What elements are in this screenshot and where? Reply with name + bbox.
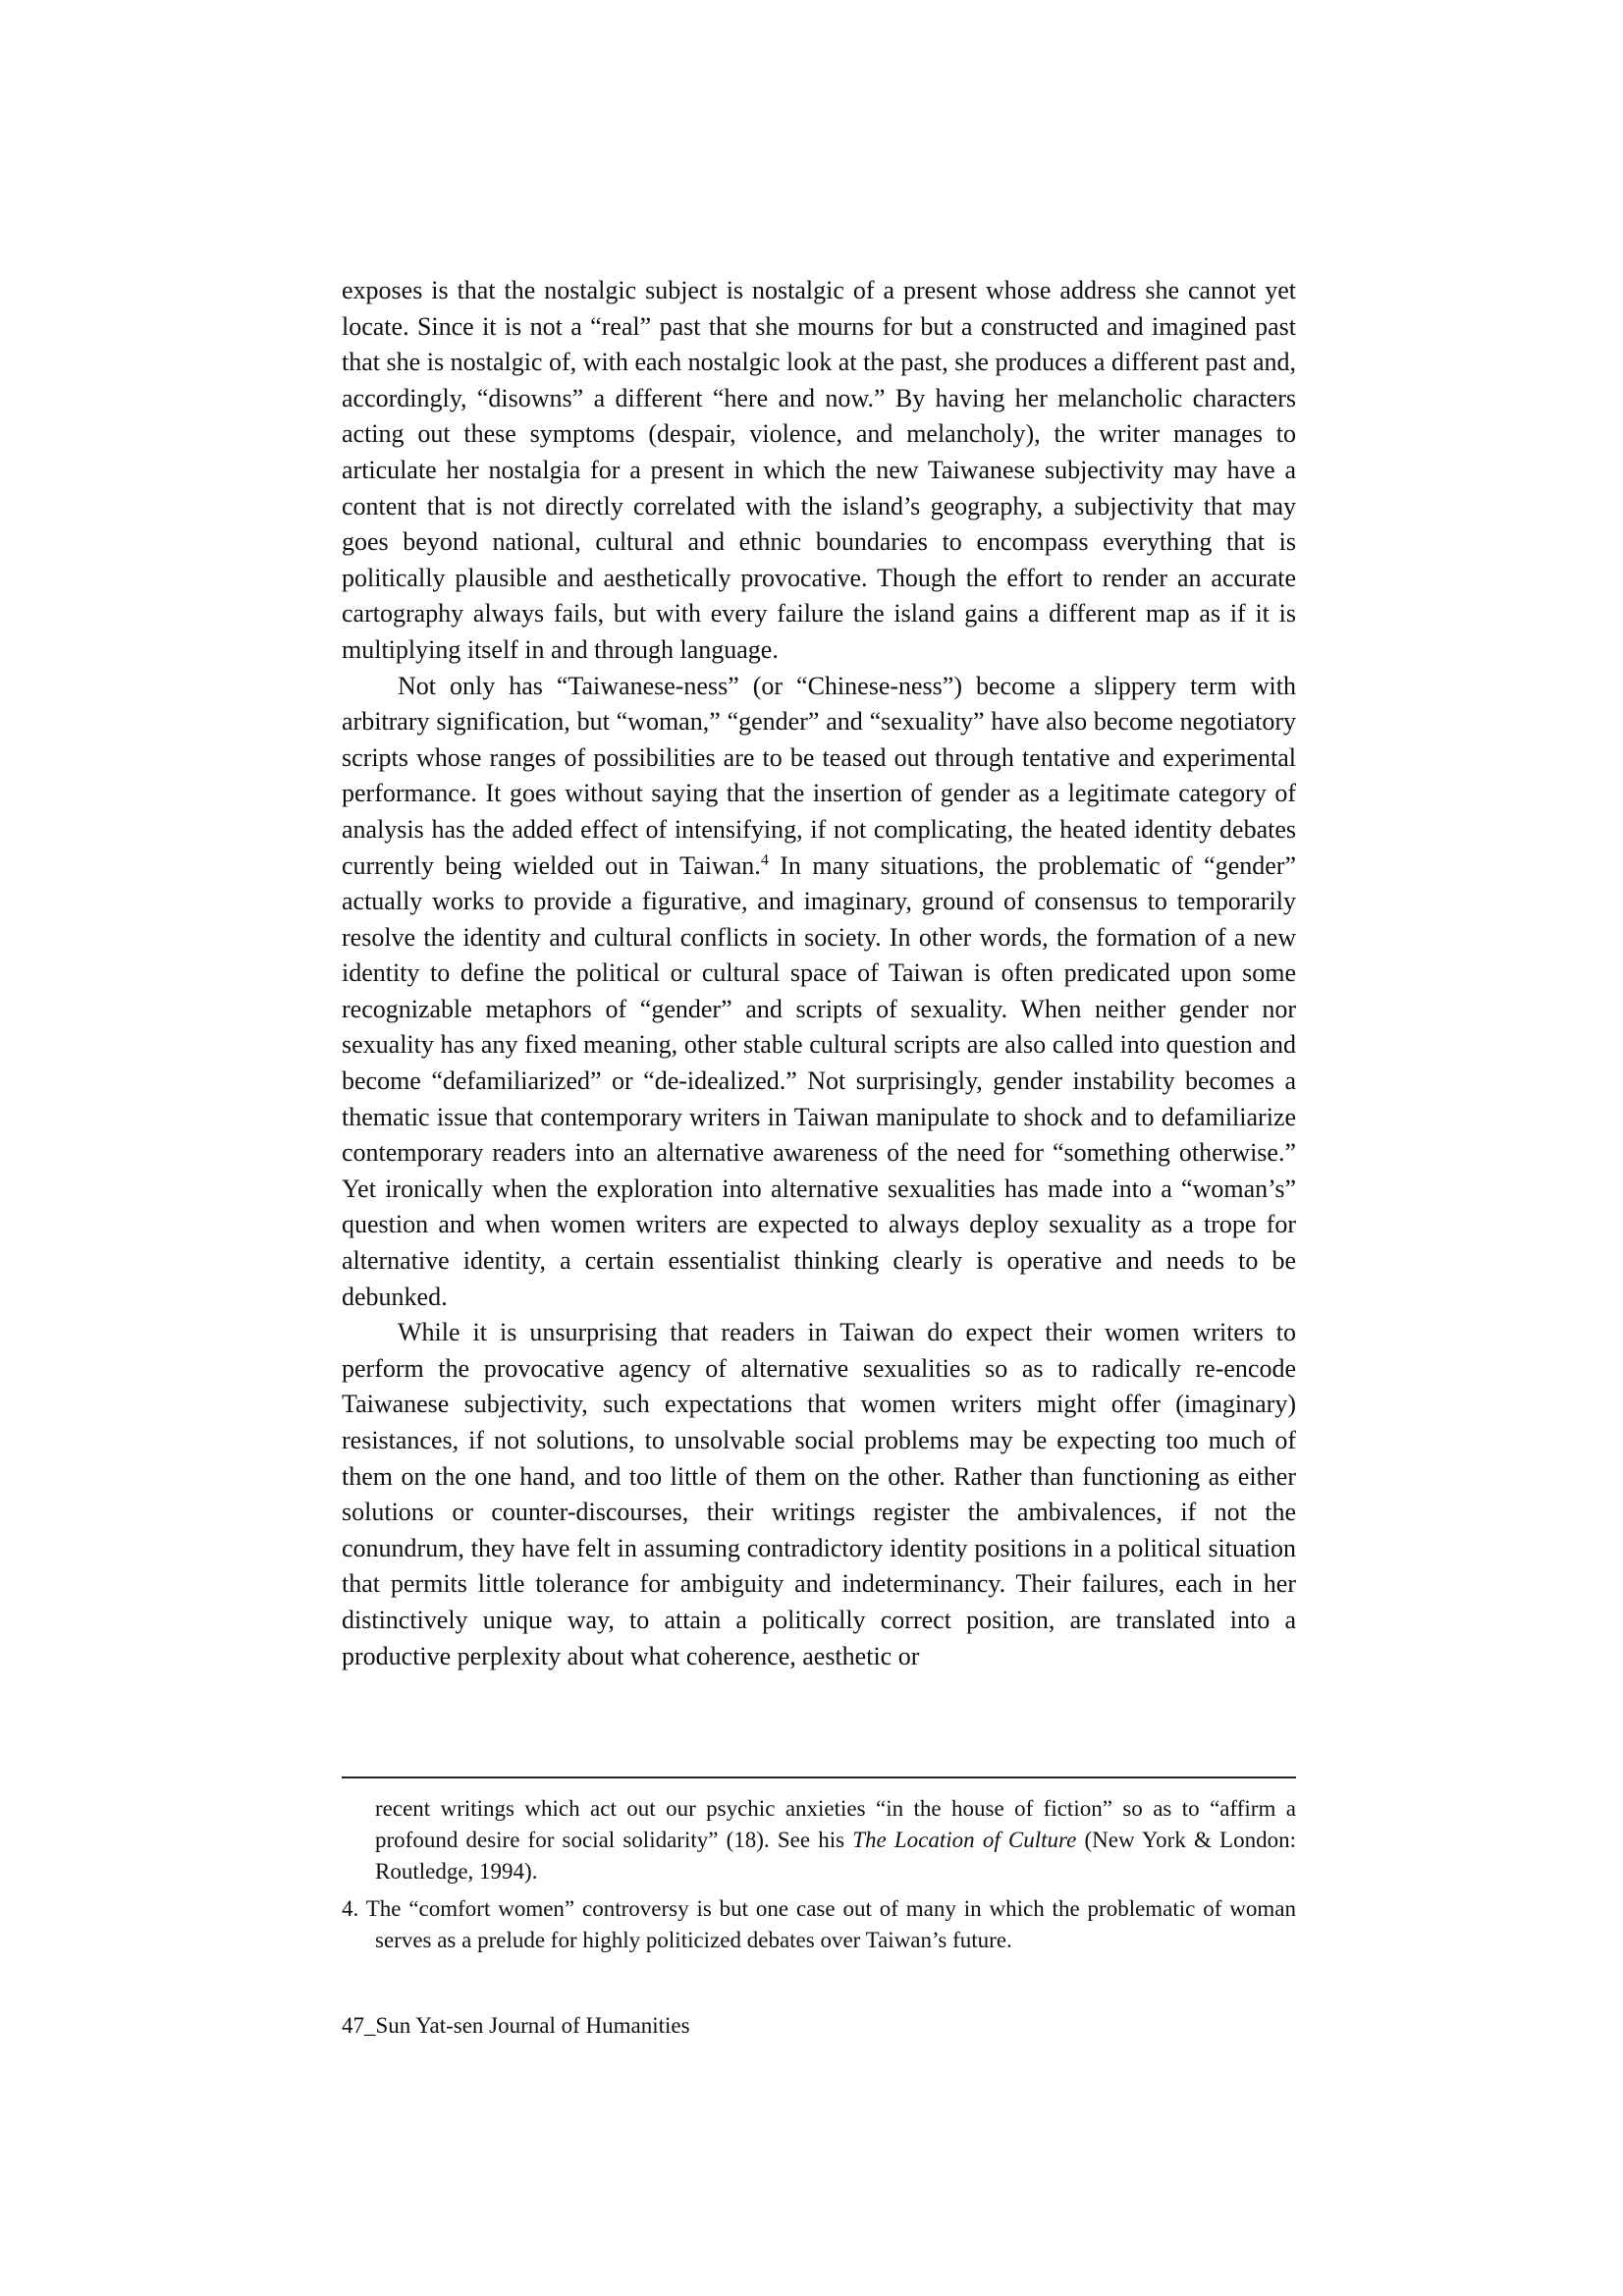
footnote-continuation-text-a: recent writings which act out our psychic anxieties “in the house of fiction” so as to “affirm a profound desire for social solidarity” (18). See his (375, 1796, 1296, 1852)
body-paragraph-2 (342, 669, 1296, 1316)
footnote-4: 4. The “comfort women” controversy is but one case out of many in which the problematic of woman serves as a prelude for highly politicized debates over Taiwan’s future. (342, 1896, 1296, 1952)
body-paragraph-2-part-b: In many situations, the problematic of “gender” actually works to provide a figurative, and imaginary, ground of consensus to temporarily resolve the identity and cultural conflicts in society. In other words, the formation of a new identity to define the political or cultural space of Taiwan is often predicated upon some recognizable metaphors of “gender” and scripts of sexuality. When neither gender nor sexuality has any fixed meaning, other stable cultural scripts are also called into question and become “defamiliarized” or “de-idealized.” Not surprisingly, gender instability becomes a thematic issue that contemporary writers in Taiwan manipulate to shock and to defamiliarize contemporary readers into an alternative awareness of the need for “something otherwise.” Yet ironically when the exploration into alternative sexualities has made into a “woman’s” question and when women writers are expected to always deploy sexuality as a trope for alternative identity, a certain essentialist thinking clearly is operative and needs to be debunked. (342, 850, 1296, 1311)
body-paragraph-1: exposes is that the nostalgic subject is nostalgic of a present whose address she cannot yet locate. Since it is not a “real” past that she mourns for but a constructed and imagined past that she is nostalgic of, with each nostalgic look at the past, she produces a different past and, accordingly, “disowns” a different “here and now.” By having her melancholic characters acting out these symptoms (despair, violence, and melancholy), the writer manages to articulate her nostalgia for a present in which the new Taiwanese subjectivity may have a content that is not directly correlated with the island’s geography, a subjectivity that may goes beyond national, cultural and ethnic boundaries to encompass everything that is politically plausible and aesthetically provocative. Though the effort to render an accurate cartography always fails, but with every failure the island gains a different map as if it is multiplying itself in and through language. (342, 276, 1296, 664)
footnote-book-title: The Location of Culture (852, 1828, 1077, 1852)
body-paragraph-3: While it is unsurprising that readers in Taiwan do expect their women writers to perform the provocative agency of alternative sexualities so as to radically re-encode Taiwanese subjectivity, such expectations that women writers might offer (imaginary) resistances, if not solutions, to unsolvable social problems may be expecting too much of them on the one hand, and too little of them on the other. Rather than functioning as either solutions or counter-discourses, their writings register the ambivalences, if not the conundrum, they have felt in assuming contradictory identity positions in a political situation that permits little tolerance for ambiguity and indeterminancy. Their failures, each in her distinctively unique way, to attain a politically correct position, are translated into a productive perplexity about what coherence, aesthetic or (342, 1318, 1296, 1670)
footnote-reference-4: 4 (760, 850, 769, 868)
main-text (342, 273, 1296, 1674)
footnotes (342, 1793, 1296, 1962)
running-footer: 47_Sun Yat-sen Journal of Humanities (342, 2013, 690, 2038)
body-paragraph-2-part-a: Not only has “Taiwanese-ness” (or “Chinese-ness”) become a slippery term with arbitrary signification, but “woman,” “gender” and “sexuality” have also become negotiatory scripts whose ranges of possibilities are to be teased out through tentative and experimental performance. It goes without saying that the insertion of gender as a legitimate category of analysis has the added effect of intensifying, if not complicating, the heated identity debates currently being wielded out in Taiwan. (342, 671, 1296, 880)
footnote-continuation-text-b: (New York & London: Routledge, 1994). (375, 1828, 1296, 1884)
footnote-divider (342, 1777, 1296, 1778)
footnote-continuation (342, 1793, 1296, 1887)
